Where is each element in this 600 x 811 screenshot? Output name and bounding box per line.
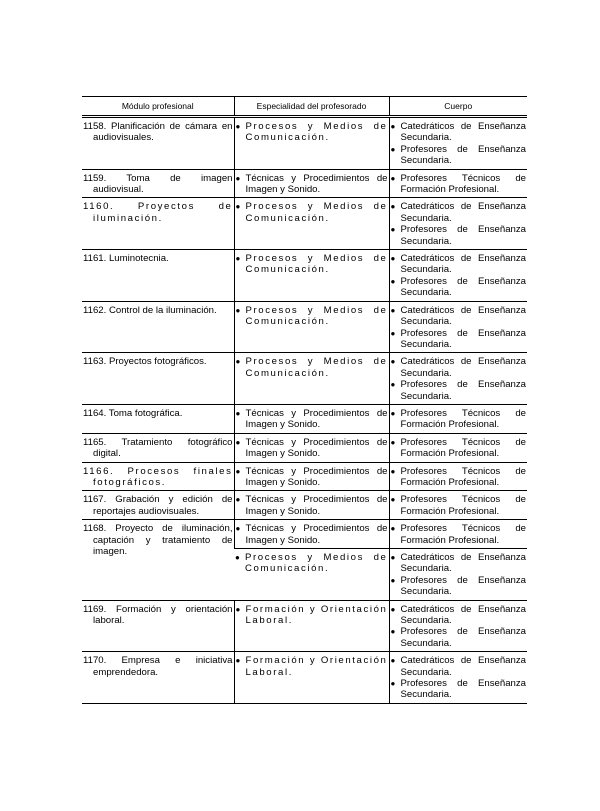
table-row [82,600,527,652]
table-row [82,117,527,170]
specialty-item: ● Procesos y Medios de Comunicación. [236,356,388,379]
module-name: 1162. Control de la iluminación. [83,304,217,316]
body-cell [389,301,527,353]
body-item: ● Catedráticos de Enseñanza Secundaria. [391,655,527,678]
body-item: ● Catedráticos de Enseñanza Secundaria. [391,552,527,575]
module-name: 1167. Grabación y edición de reportajes audiovisuales. [83,494,233,517]
body-item: ● Catedráticos de Enseñanza Secundaria. [391,604,527,627]
body-item: ● Catedráticos de Enseñanza Secundaria. [391,201,527,224]
body-cell [389,169,527,198]
module-cell [82,491,234,520]
module-name: 1169. Formación y orientación laboral. [83,603,233,627]
module-cell [82,404,234,433]
body-cell [389,652,527,704]
body-item: ● Profesores Técnicos de Formación Profesional. [391,466,527,489]
specialty-cell [234,353,389,405]
module-name: 1158. Planificación de cámara en audiovisuales. [83,121,233,144]
specialty-cell [234,117,389,170]
body-item: ● Profesores Técnicos de Formación Profesional. [391,494,527,517]
module-cell [82,520,234,600]
specialty-item: ● Formación y Orientación Laboral. [236,604,388,627]
body-item: ● Profesores de Enseñanza Secundaria. [391,379,527,402]
module-cell [82,353,234,405]
specialty-item: ● Procesos y Medios de Comunicación. [236,253,388,276]
table-row [82,301,527,353]
header-body: Cuerpo [389,97,527,117]
body-cell [389,520,527,549]
specialty-cell [234,301,389,353]
specialty-item: ● Técnicas y Procedimientos de Imagen y Sonido. [236,523,388,546]
specialty-cell [234,600,389,652]
specialty-item: ● Técnicas y Procedimientos de Imagen y Sonido. [236,466,388,489]
body-item: ● Profesores de Enseñanza Secundaria. [391,224,527,247]
body-cell [389,404,527,433]
body-item: ● Profesores de Enseñanza Secundaria. [391,575,527,598]
specialty-cell [234,198,389,250]
table-row [82,462,527,491]
body-cell [389,462,527,491]
module-cell [82,169,234,198]
module-name: 1168. Proyecto de iluminación, captación y tratamiento de imagen. [83,523,233,557]
body-item: ● Profesores Técnicos de Formación Profesional. [391,408,527,431]
body-cell [389,491,527,520]
specialty-item: ● Procesos y Medios de Comunicación. [235,552,388,575]
specialty-item: ● Procesos y Medios de Comunicación. [236,121,388,144]
module-cell [82,462,234,491]
body-item: ● Catedráticos de Enseñanza Secundaria. [391,253,527,276]
module-name: 1165. Tratamiento fotográfico digital. [83,436,233,460]
table-row [82,491,527,520]
specialty-cell [234,404,389,433]
header-specialty: Especialidad del profesorado [234,97,389,117]
module-cell [82,117,234,170]
table-row [82,520,527,549]
specialty-cell [234,652,389,704]
body-cell [389,433,527,462]
module-name: 1164. Toma fotográfica. [83,407,183,419]
body-item: ● Profesores Técnicos de Formación Profesional. [391,437,527,460]
body-cell [389,117,527,170]
body-item: ● Catedráticos de Enseñanza Secundaria. [391,121,527,144]
table-row [82,250,527,302]
body-item: ● Profesores de Enseñanza Secundaria. [391,276,527,299]
table-row [82,198,527,250]
specialty-item: ● Procesos y Medios de Comunicación. [236,201,388,224]
table-row [82,353,527,405]
specialty-cell [234,462,389,491]
specialty-cell [234,520,389,549]
module-name: 1160. Proyectos de iluminación. [83,201,233,224]
body-item: ● Profesores de Enseñanza Secundaria. [391,626,527,649]
specialty-cell [234,491,389,520]
specialty-item: ● Técnicas y Procedimientos de Imagen y Sonido. [236,494,388,517]
body-cell [389,600,527,652]
module-name: 1161. Luminotecnia. [83,253,169,265]
body-cell [389,353,527,405]
specialty-cell [234,250,389,302]
module-cell [82,301,234,353]
module-cell [82,433,234,462]
specialty-cell [234,169,389,198]
module-cell [82,600,234,652]
specialty-cell [234,549,389,601]
module-name: 1163. Proyectos fotográficos. [83,356,207,368]
specialty-item: ● Procesos y Medios de Comunicación. [236,305,388,328]
module-name: 1159. Toma de imagen audiovisual. [83,172,233,196]
body-item: ● Catedráticos de Enseñanza Secundaria. [391,356,527,379]
body-item: ● Profesores de Enseñanza Secundaria. [391,144,527,167]
specialty-cell [234,433,389,462]
body-item: ● Profesores de Enseñanza Secundaria. [391,678,527,701]
module-cell [82,198,234,250]
body-cell [389,549,527,601]
body-item: ● Profesores de Enseñanza Secundaria. [391,328,527,351]
header-module: Módulo profesional [82,97,234,117]
body-cell [389,198,527,250]
module-cell [82,250,234,302]
table-row [82,433,527,462]
body-item: ● Catedráticos de Enseñanza Secundaria. [391,305,527,328]
body-item: ● Profesores Técnicos de Formación Profesional. [391,523,527,546]
module-name: 1166. Procesos finales fotográficos. [83,465,233,488]
body-item: ● Profesores Técnicos de Formación Profesional. [391,173,527,196]
specialty-item: ● Formación y Orientación Laboral. [236,655,388,678]
table-row [82,404,527,433]
body-cell [389,250,527,302]
table-row [82,652,527,704]
specialty-item: ● Técnicas y Procedimientos de Imagen y Sonido. [236,173,388,196]
specialty-item: ● Técnicas y Procedimientos de Imagen y Sonido. [236,437,388,460]
specialty-item: ● Técnicas y Procedimientos de Imagen y Sonido. [236,408,388,431]
teacher-assignment-table [82,96,527,704]
module-name: 1170. Empresa e iniciativa emprendedora. [83,655,233,678]
table-row [82,169,527,198]
table-header-row [82,97,527,117]
module-cell [82,652,234,704]
